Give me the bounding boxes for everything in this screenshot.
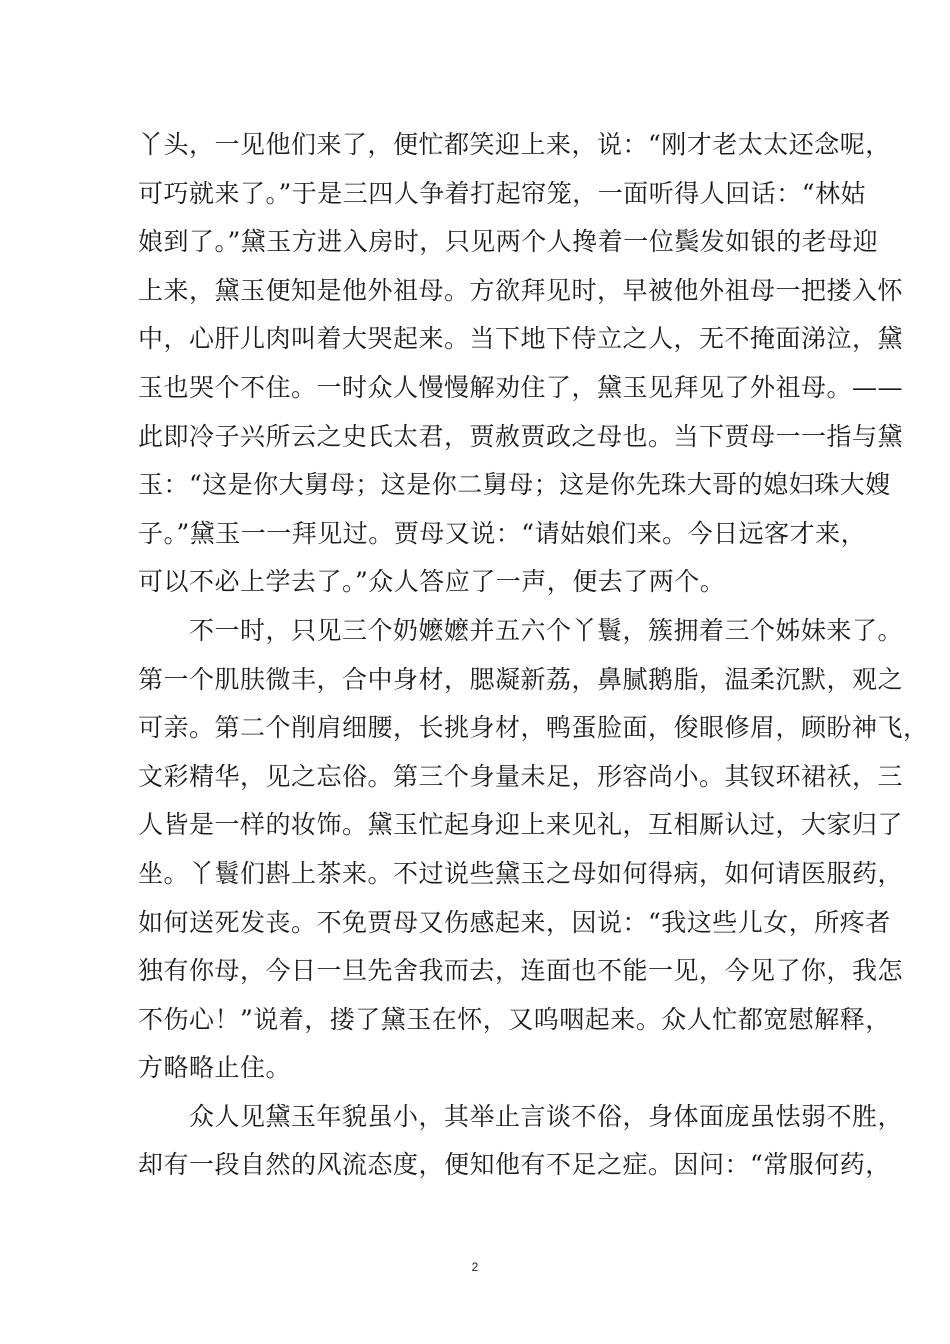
text-line: 玉也哭个不住。一时众人慢慢解劝住了，黛玉见拜见了外祖母。—— <box>138 372 904 402</box>
text-line: 不伤心！”说着，搂了黛玉在怀，又呜咽起来。众人忙都宽慰解释， <box>138 1004 891 1034</box>
text-line: 子。”黛玉一一拜见过。贾母又说：“请姑娘们来。今日远客才来， <box>138 518 867 548</box>
text-line: 方略略止住。 <box>138 1053 292 1083</box>
text-line: 不一时，只见三个奶嬷嬷并五六个丫鬟，簇拥着三个姊妹来了。 <box>189 615 904 645</box>
paragraph <box>138 607 929 1093</box>
text-line: 人皆是一样的妆饰。黛玉忙起身迎上来见礼，互相厮认过，大家归了 <box>138 810 904 840</box>
text-line: 可巧就来了。”于是三四人争着打起帘笼，一面听得人回话：“林姑 <box>138 178 867 208</box>
paragraph <box>138 121 904 607</box>
page-number: 2 <box>471 1260 479 1274</box>
text-line: 上来，黛玉便知是他外祖母。方欲拜见时，早被他外祖母一把搂入怀 <box>138 275 904 305</box>
text-line: 文彩精华，见之忘俗。第三个身量未足，形容尚小。其钗环裙袄，三 <box>138 761 904 791</box>
text-line: 此即冷子兴所云之史氏太君，贾赦贾政之母也。当下贾母一一指与黛 <box>138 421 904 451</box>
text-line: 中，心肝儿肉叫着大哭起来。当下地下侍立之人，无不掩面涕泣，黛 <box>138 324 904 354</box>
text-line: 可以不必上学去了。”众人答应了一声，便去了两个。 <box>138 567 726 597</box>
text-line: 玉：“这是你大舅母；这是你二舅母；这是你先珠大哥的媳妇珠大嫂 <box>138 470 891 500</box>
paragraph <box>138 1093 904 1190</box>
text-body <box>138 121 929 1190</box>
text-line: 娘到了。”黛玉方进入房时，只见两个人搀着一位鬓发如银的老母迎 <box>138 227 879 257</box>
text-line: 却有一段自然的风流态度，便知他有不足之症。因问：“常服何药， <box>138 1150 891 1180</box>
text-line: 丫头，一见他们来了，便忙都笑迎上来，说：“刚才老太太还念呢， <box>138 130 891 159</box>
text-line: 坐。丫鬟们斟上茶来。不过说些黛玉之母如何得病，如何请医服药， <box>138 858 904 888</box>
text-line: 独有你母，今日一旦先舍我而去，连面也不能一见，今见了你，我怎 <box>138 956 904 986</box>
text-line: 众人见黛玉年貌虽小，其举止言谈不俗，身体面庞虽怯弱不胜， <box>189 1101 904 1131</box>
text-line: 第一个肌肤微丰，合中身材，腮凝新荔，鼻腻鹅脂，温柔沉默，观之 <box>138 664 904 694</box>
text-line: 如何送死发丧。不免贾母又伤感起来，因说：“我这些儿女，所疼者 <box>138 907 891 937</box>
text-line: 可亲。第二个削肩细腰，长挑身材，鸭蛋脸面，俊眼修眉，顾盼神飞， <box>138 713 929 743</box>
